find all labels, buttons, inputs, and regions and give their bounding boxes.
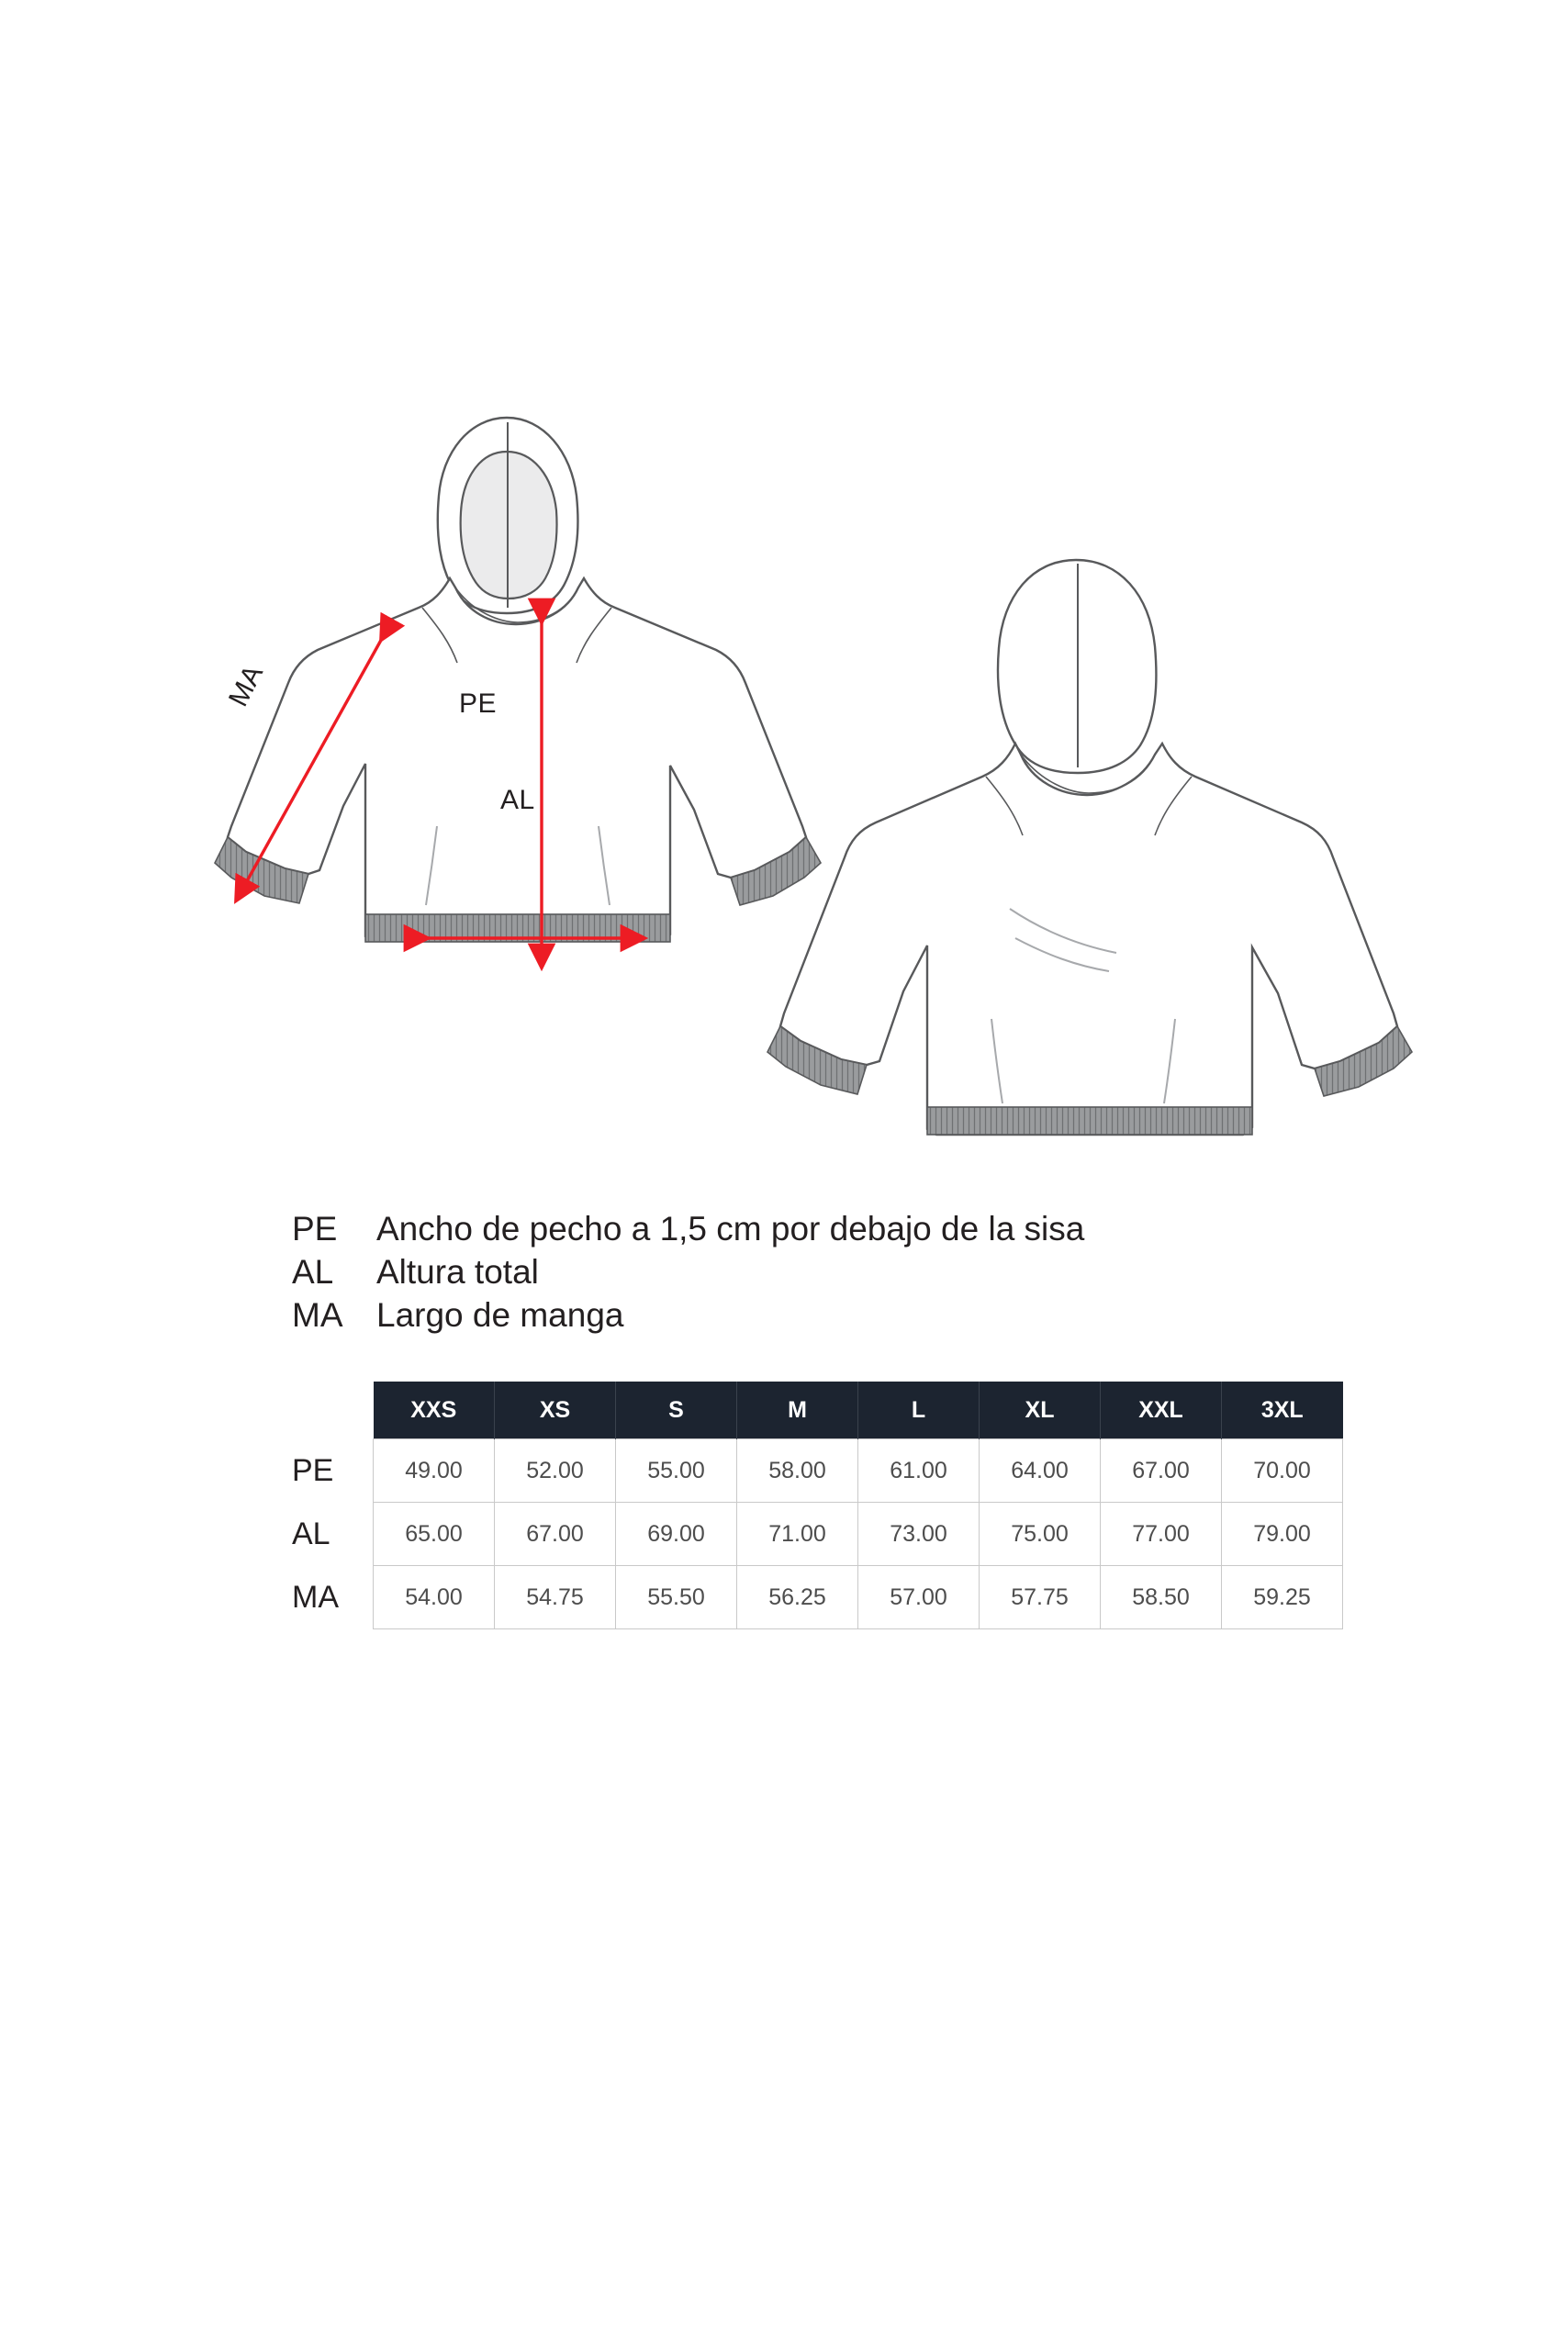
- size-table: [292, 1382, 1343, 1629]
- table-row: [292, 1566, 1343, 1629]
- size-header-xxl: XXL: [1101, 1382, 1222, 1439]
- hoodie-back-view: [767, 560, 1412, 1135]
- legend-text-sleeve: Largo de manga: [376, 1296, 624, 1334]
- size-header-xl: XL: [980, 1382, 1101, 1439]
- legend-item-chest: [292, 1210, 1394, 1248]
- cell-al-xs: 67.00: [495, 1503, 616, 1566]
- row-label-sleeve: MA: [292, 1566, 374, 1629]
- legend-code-sleeve: MA: [292, 1296, 343, 1334]
- cell-al-3xl: 79.00: [1222, 1503, 1343, 1566]
- measurement-label-chest: PE: [459, 688, 498, 719]
- cell-ma-xxl: 58.50: [1101, 1566, 1222, 1629]
- size-header-xxs: XXS: [374, 1382, 495, 1439]
- size-table-corner-cell: [292, 1382, 374, 1439]
- table-row: [292, 1439, 1343, 1503]
- cell-pe-xl: 64.00: [980, 1439, 1101, 1503]
- size-table-wrapper: [292, 1382, 1343, 1629]
- size-header-3xl: 3XL: [1222, 1382, 1343, 1439]
- table-row: [292, 1503, 1343, 1566]
- legend-text-chest: Ancho de pecho a 1,5 cm por debajo de la sisa: [376, 1210, 1085, 1248]
- legend-text-length: Altura total: [376, 1253, 539, 1291]
- legend-code-chest: PE: [292, 1210, 338, 1248]
- size-header-m: M: [737, 1382, 858, 1439]
- cell-ma-3xl: 59.25: [1222, 1566, 1343, 1629]
- cell-ma-xxs: 54.00: [374, 1566, 495, 1629]
- hoodie-diagram: [110, 367, 1487, 1239]
- cell-al-xl: 75.00: [980, 1503, 1101, 1566]
- cell-al-l: 73.00: [858, 1503, 980, 1566]
- row-label-length: AL: [292, 1503, 374, 1566]
- cell-al-xxs: 65.00: [374, 1503, 495, 1566]
- cell-al-m: 71.00: [737, 1503, 858, 1566]
- cell-pe-s: 55.00: [616, 1439, 737, 1503]
- cell-ma-l: 57.00: [858, 1566, 980, 1629]
- legend-item-length: [292, 1253, 1394, 1292]
- cell-ma-s: 55.50: [616, 1566, 737, 1629]
- legend-item-sleeve: [292, 1296, 1394, 1335]
- cell-ma-xs: 54.75: [495, 1566, 616, 1629]
- measurement-label-sleeve: MA: [223, 660, 270, 711]
- cell-pe-xxl: 67.00: [1101, 1439, 1222, 1503]
- cell-pe-3xl: 70.00: [1222, 1439, 1343, 1503]
- cell-ma-m: 56.25: [737, 1566, 858, 1629]
- size-table-header-row: [292, 1382, 1343, 1439]
- cell-ma-xl: 57.75: [980, 1566, 1101, 1629]
- cell-al-s: 69.00: [616, 1503, 737, 1566]
- size-header-s: S: [616, 1382, 737, 1439]
- size-header-l: L: [858, 1382, 980, 1439]
- size-header-xs: XS: [495, 1382, 616, 1439]
- legend-code-length: AL: [292, 1253, 334, 1291]
- measurement-label-length: AL: [500, 785, 535, 815]
- legend: [292, 1210, 1394, 1339]
- row-label-chest: PE: [292, 1439, 374, 1503]
- cell-pe-l: 61.00: [858, 1439, 980, 1503]
- hoodie-front-view: [215, 418, 821, 962]
- cell-pe-xxs: 49.00: [374, 1439, 495, 1503]
- cell-al-xxl: 77.00: [1101, 1503, 1222, 1566]
- cell-pe-m: 58.00: [737, 1439, 858, 1503]
- cell-pe-xs: 52.00: [495, 1439, 616, 1503]
